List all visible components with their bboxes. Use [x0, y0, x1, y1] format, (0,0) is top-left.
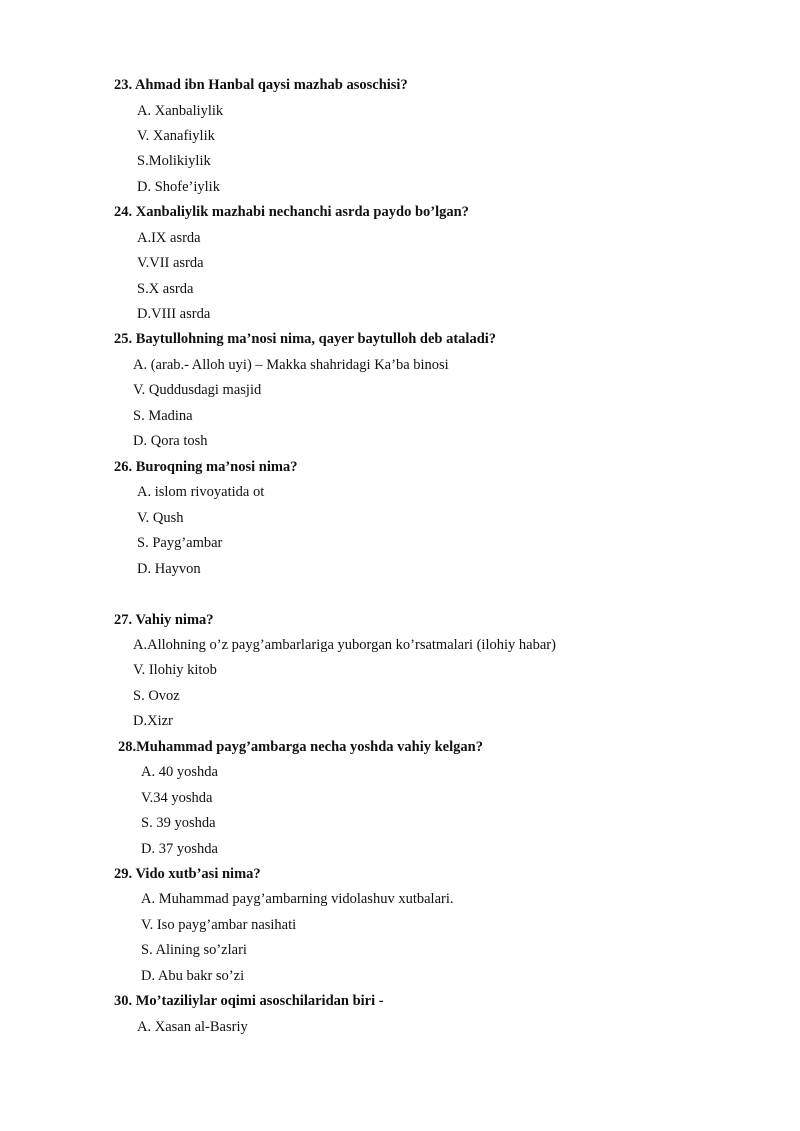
option-25-v: V. Quddusdagi masjid: [133, 382, 262, 398]
option-23-s: S.Molikiylik: [137, 153, 211, 169]
option-24-v: V.VII asrda: [137, 255, 204, 271]
option-29-s: S. Alining so’zlari: [141, 942, 247, 958]
option-26-v: V. Qush: [137, 510, 184, 526]
option-27-s: S. Ovoz: [133, 688, 180, 704]
option-29-d: D. Abu bakr so’zi: [141, 968, 245, 984]
option-29-v: V. Iso payg’ambar nasihati: [141, 917, 297, 933]
option-26-s: S. Payg’ambar: [137, 535, 223, 551]
question-24: 24. Xanbaliylik mazhabi nechanchi asrda paydo bo’lgan?: [114, 204, 469, 220]
question-25: 25. Baytullohning ma’nosi nima, qayer baytulloh deb ataladi?: [114, 331, 497, 347]
option-23-v: V. Xanafiylik: [137, 128, 215, 144]
option-24-a: A.IX asrda: [137, 230, 201, 246]
option-26-d: D. Hayvon: [137, 561, 201, 577]
option-23-a: A. Xanbaliylik: [137, 103, 224, 119]
question-28: 28.Muhammad payg’ambarga necha yoshda vahiy kelgan?: [118, 739, 483, 755]
option-26-a: A. islom rivoyatida ot: [137, 484, 265, 500]
option-28-v: V.34 yoshda: [141, 790, 213, 806]
question-30: 30. Mo’taziliylar oqimi asoschilaridan biri -: [114, 993, 384, 1009]
option-28-d: D. 37 yoshda: [141, 841, 218, 857]
option-25-s: S. Madina: [133, 408, 193, 424]
question-23: 23. Ahmad ibn Hanbal qaysi mazhab asoschisi?: [114, 77, 408, 93]
option-25-a: A. (arab.- Alloh uyi) – Makka shahridagi Ka’ba binosi: [133, 357, 449, 373]
question-26: 26. Buroqning ma’nosi nima?: [114, 459, 298, 475]
option-27-d: D.Xizr: [133, 713, 173, 729]
option-28-a: A. 40 yoshda: [141, 764, 218, 780]
option-24-s: S.X asrda: [137, 281, 194, 297]
question-29: 29. Vido xutb’asi nima?: [114, 866, 261, 882]
option-28-s: S. 39 yoshda: [141, 815, 216, 831]
option-27-a: A.Allohning o’z payg’ambarlariga yuborgan ko’rsatmalari (ilohiy habar): [133, 637, 556, 653]
question-27: 27. Vahiy nima?: [114, 612, 214, 628]
option-27-v: V. Ilohiy kitob: [133, 662, 217, 678]
option-30-a: A. Xasan al-Basriy: [137, 1019, 248, 1035]
option-23-d: D. Shofe’iylik: [137, 179, 220, 195]
option-25-d: D. Qora tosh: [133, 433, 208, 449]
option-29-a: A. Muhammad payg’ambarning vidolashuv xutbalari.: [141, 891, 454, 907]
option-24-d: D.VIII asrda: [137, 306, 211, 322]
